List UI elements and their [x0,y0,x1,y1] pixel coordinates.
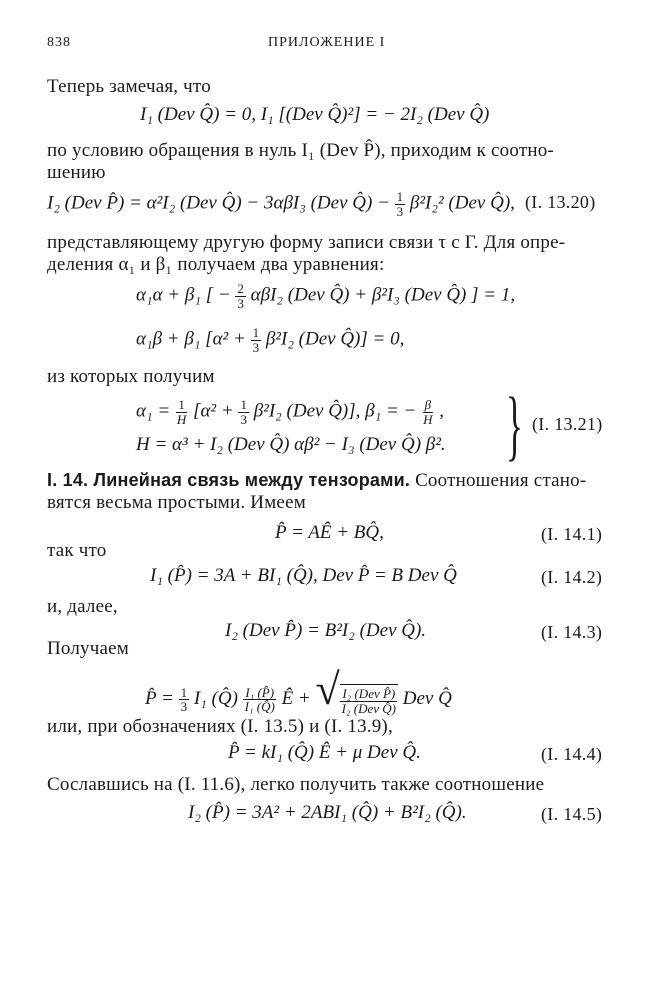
section-heading: I. 14. Линейная связь между тензорами. [47,470,411,490]
equation-number-14-1: (I. 14.1) [541,524,603,544]
fraction-denominator: 3 [237,295,244,311]
paragraph-6: и, далее, [47,596,118,617]
fraction-denominator: 3 [240,411,247,427]
system-1-fraction [235,282,246,310]
paragraph-3-line-2: деления α₁ и β₁ получаем два уравнения: [47,254,385,275]
paragraph-2-line-2: шению [47,162,106,183]
eq-13-21-frac-1 [175,398,188,426]
paragraph-1: Теперь замечая, что [47,76,211,97]
fraction-denominator: I₁ (Q̂) [244,699,275,715]
fraction-denominator: 3 [180,699,188,715]
fraction-numerator: 1 [178,397,185,412]
section-14-line-2: вятся весьма простыми. Имеем [47,492,306,513]
big-tail: Dev Q̂ [402,688,452,709]
fraction-numerator: 1 [252,325,260,340]
paragraph-4: из которых получим [47,366,215,387]
equation-number-14-3: (I. 14.3) [541,622,603,642]
equation-number-14-2: (I. 14.2) [541,567,603,587]
eq-13-21-comma: , [439,400,444,422]
paragraph-7: Получаем [47,638,129,659]
equation-14-3: I₂ (Dev P̂) = B²I₂ (Dev Q̂). [225,620,427,641]
equation-14-2: I₁ (P̂) = 3A + BI₁ (Q̂), Dev P̂ = B Dev Q̂ [150,565,457,586]
page-number: 838 [47,35,71,50]
big-mid2: Ê + [281,688,311,709]
right-brace: } [506,381,523,468]
system-2-fraction [251,326,262,354]
fraction-numerator: 1 [396,189,404,204]
eq-13-21-frac-3 [421,398,434,426]
fraction-denominator: 3 [396,203,404,219]
equation-number-14-5: (I. 14.5) [541,804,603,824]
big-frac-1 [179,686,190,714]
system-equation-1 [136,282,515,310]
running-title: ПРИЛОЖЕНИЕ I [268,35,386,50]
section-14-line-1 [47,470,586,492]
big-mid: I₁ (Q̂) [193,688,238,709]
fraction-denominator: H [423,411,433,427]
fraction-denominator: I₂ (Dev Q̂) [341,700,396,716]
eq-13-21-bracket: [α² + [193,400,234,422]
big-frac-2 [243,686,277,714]
fraction-denominator: H [176,411,187,427]
system-1-part-a: α₁α + β₁ [ − [136,284,231,306]
eq-13-20-lhs: I₂ (Dev P̂) = α²I₂ (Dev Q̂) − 3αβI₃ (Dev Q̂) − [47,192,390,214]
system-equation-2 [136,326,404,354]
fraction-numerator: β [424,397,432,412]
paragraph-3-line-1: представляющему другую форму записи связи τ с Γ. Для опре- [47,232,566,253]
fraction-numerator: 1 [180,684,188,700]
equation-big [145,664,452,715]
system-1-part-b: αβI₂ (Dev Q̂) + β²I₃ (Dev Q̂) ] = 1, [250,284,516,306]
equation-14-1: P̂ = AÊ + BQ̂, [275,522,384,543]
equation-number-13-20: (I. 13.20) [525,192,596,212]
fraction-numerator: 1 [240,397,247,412]
eq-13-21-frac-2 [238,398,249,426]
eq-13-21-beta: β²I₂ (Dev Q̂)], β₁ = − [253,400,417,422]
equation-14-4: P̂ = kI₁ (Q̂) Ê + μ Dev Q̂. [228,742,421,763]
eq-13-20-fraction [395,190,406,218]
big-lhs: P̂ = [145,688,174,709]
equation-number-13-21: (I. 13.21) [532,414,603,434]
paragraph-9: Сославшись на (I. 11.6), легко получить также соотношение [47,774,545,795]
fraction-numerator: I₂ (Dev P̂) [342,686,396,701]
equation-13-20 [47,190,515,218]
big-frac-3 [340,684,398,715]
eq-13-20-rhs: β²I₂² (Dev Q̂), [409,192,515,214]
fraction-numerator: 2 [237,281,244,296]
paragraph-8: или, при обозначениях (I. 13.5) и (I. 13.9), [47,716,393,737]
section-text: Соотношения стано- [415,470,587,491]
equation-14-5: I₂ (P̂) = 3A² + 2ABI₁ (Q̂) + B²I₂ (Q̂). [188,802,467,823]
fraction-denominator: 3 [252,339,260,355]
sqrt-sign: √ [315,665,340,714]
equation-number-14-4: (I. 14.4) [541,744,603,764]
paragraph-2-line-1: по условию обращения в нуль I₁ (Dev P̂), приходим к соотно- [47,140,554,161]
equation-invariants: I₁ (Dev Q̂) = 0, I₁ [(Dev Q̂)²] = − 2I₂ (Dev Q̂) [140,104,490,125]
system-2-part-a: α₁β + β₁ [α² + [136,328,246,350]
fraction-numerator: I₁ (P̂) [245,684,275,700]
system-2-part-b: β²I₂ (Dev Q̂)] = 0, [265,328,405,350]
equation-13-21-line-2: H = α³ + I₂ (Dev Q̂) αβ² − I₃ (Dev Q̂) β². [136,434,446,455]
paragraph-5: так что [47,540,107,561]
eq-13-21-alpha: α₁ = [136,400,171,422]
equation-13-21-line-1 [136,398,444,426]
